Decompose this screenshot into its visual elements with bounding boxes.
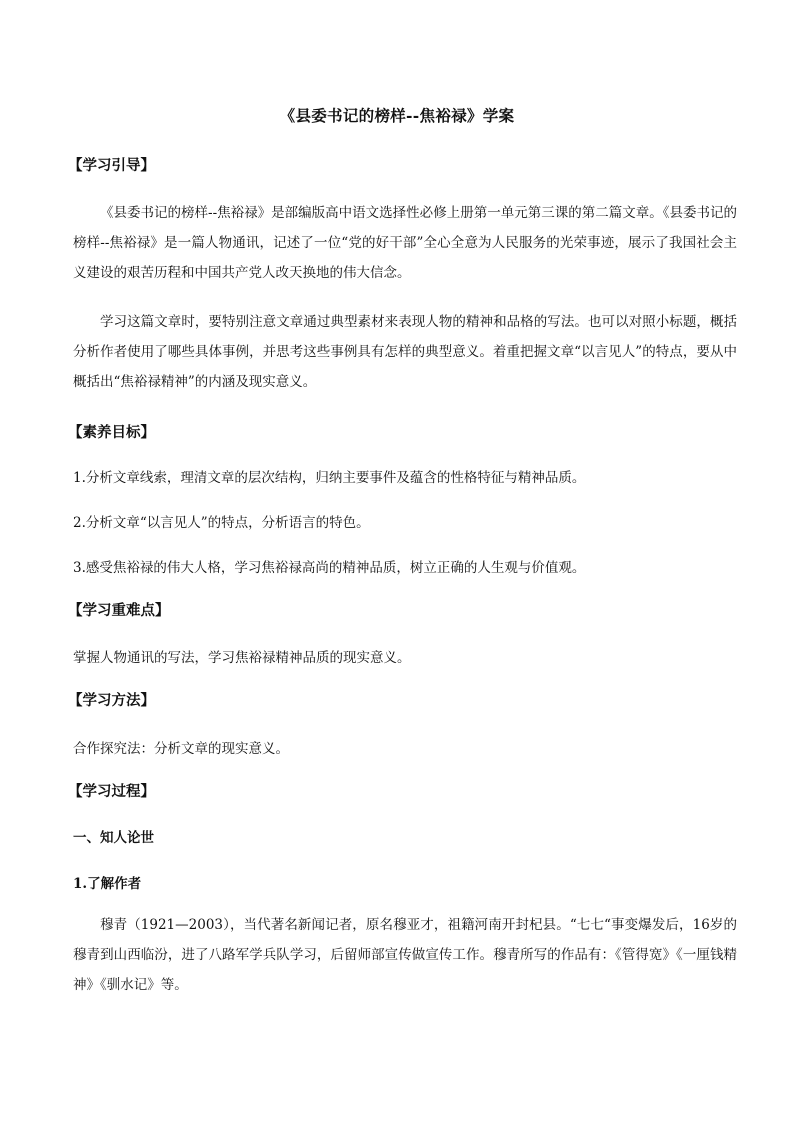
process-part-1: 一、知人论世 <box>73 830 154 846</box>
goal-item-2: 2.分析文章“以言见人”的特点，分析语言的特色。 <box>73 515 370 531</box>
section-heading-goals: 【素养目标】 <box>68 424 155 441</box>
section-heading-guide: 【学习引导】 <box>68 157 155 174</box>
method-text: 合作探究法：分析文章的现实意义。 <box>73 741 289 757</box>
page-title: 《县委书记的榜样--焦裕禄》学案 <box>279 106 515 125</box>
guide-paragraph-2: 学习这篇文章时，要特别注意文章通过典型素材来表现人物的精神和品格的写法。也可以对照小标题，概括分析作者使用了哪些具体事例，并思考这些事例具有怎样的典型意义。着重把握文章“以言见人”的特点，要从中概括出“焦裕禄精神”的内涵及现实意义。 <box>73 314 737 390</box>
process-subheading-author: 1.了解作者 <box>73 876 142 892</box>
goal-item-3: 3.感受焦裕禄的伟大人格，学习焦裕禄高尚的精神品质，树立正确的人生观与价值观。 <box>73 560 586 576</box>
section-heading-keypoints: 【学习重难点】 <box>68 602 170 619</box>
keypoints-text: 掌握人物通讯的写法，学习焦裕禄精神品质的现实意义。 <box>73 650 411 666</box>
section-heading-process: 【学习过程】 <box>68 783 155 800</box>
goal-item-1: 1.分析文章线索，理清文章的层次结构，归纳主要事件及蕴含的性格特征与精神品质。 <box>73 470 586 486</box>
section-heading-method: 【学习方法】 <box>68 692 155 709</box>
guide-paragraph-1: 《县委书记的榜样--焦裕禄》是部编版高中语文选择性必修上册第一单元第三课的第二篇文章。《县委书记的榜样--焦裕禄》是一篇人物通讯，记述了一位“党的好干部”全心全意为人民服务的光荣事迹，展示了我国社会主义建设的艰苦历程和中国共产党人改天换地的伟大信念。 <box>73 205 737 281</box>
author-paragraph: 穆青（1921—2003），当代著名新闻记者，原名穆亚才，祖籍河南开封杞县。“七七“事变爆发后，16岁的穆青到山西临汾，进了八路军学兵队学习，后留师部宣传做宣传工作。穆青所写的作品有：《管得宽》《一厘钱精神》《驯水记》等。 <box>73 917 737 993</box>
